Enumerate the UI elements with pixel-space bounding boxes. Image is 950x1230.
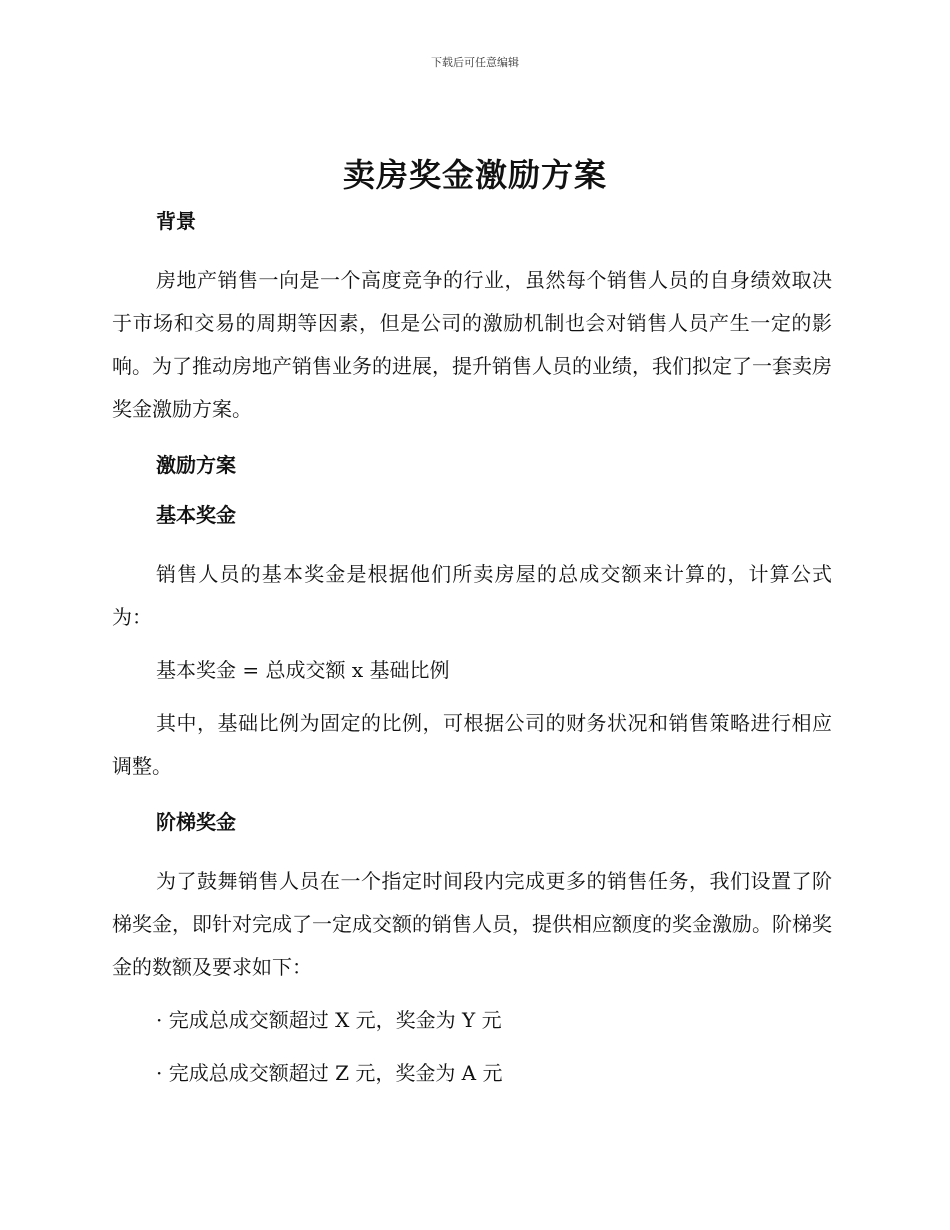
section-heading-plan: 激励方案 [156, 453, 236, 477]
basic-bonus-formula: 基本奖金 = 总成交额 x 基础比例 [156, 658, 450, 682]
section-heading-tier-bonus: 阶梯奖金 [156, 810, 236, 834]
tier-bonus-item: · 完成总成交额超过 Z 元，奖金为 A 元 [156, 1061, 503, 1085]
section-heading-background: 背景 [156, 209, 196, 233]
basic-bonus-paragraph: 销售人员的基本奖金是根据他们所卖房屋的总成交额来计算的，计算公式为： [112, 562, 832, 629]
tier-bonus-paragraph: 为了鼓舞销售人员在一个指定时间段内完成更多的销售任务，我们设置了阶梯奖金，即针对完成了一定成交额的销售人员，提供相应额度的奖金激励。阶梯奖金的数额及要求如下： [112, 869, 832, 979]
basic-bonus-note: 其中，基础比例为固定的比例，可根据公司的财务状况和销售策略进行相应调整。 [112, 711, 832, 778]
tier-bonus-item: · 完成总成交额超过 X 元，奖金为 Y 元 [156, 1008, 502, 1032]
document-title: 卖房奖金激励方案 [342, 156, 607, 194]
background-paragraph: 房地产销售一向是一个高度竞争的行业，虽然每个销售人员的自身绩效取决于市场和交易的周期等因素，但是公司的激励机制也会对销售人员产生一定的影响。为了推动房地产销售业务的进展，提升销售人员的业绩，我们拟定了一套卖房奖金激励方案。 [112, 268, 832, 421]
page-header-note: 下载后可任意编辑 [431, 56, 519, 69]
document-body [112, 205, 832, 1095]
section-heading-basic-bonus: 基本奖金 [156, 503, 236, 527]
